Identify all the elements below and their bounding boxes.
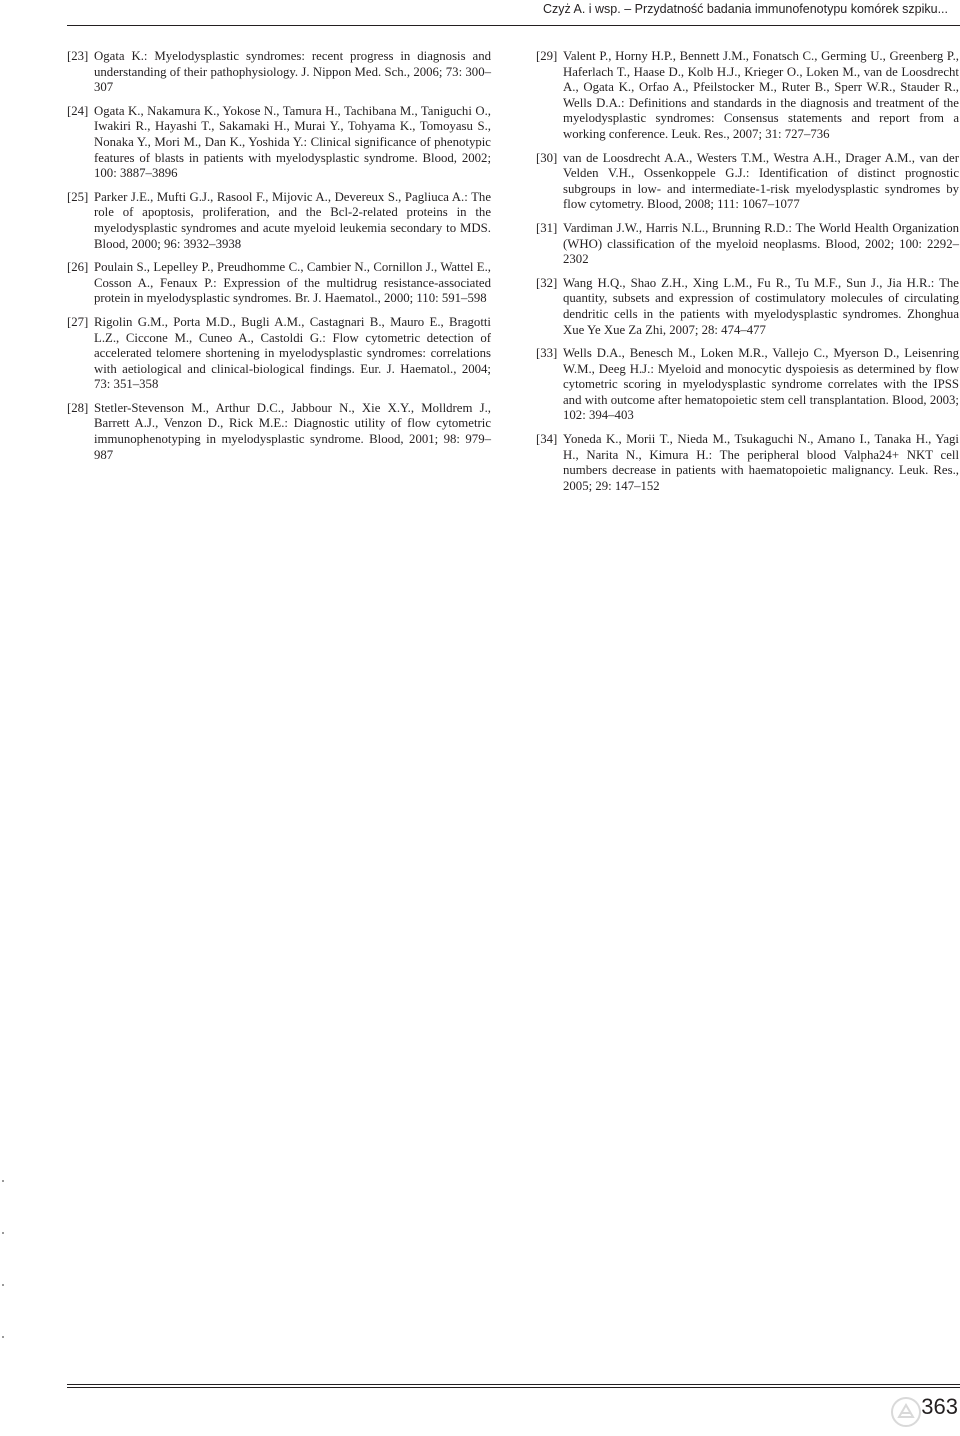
- footer-rule: [67, 1384, 960, 1385]
- reference-text: Yoneda K., Morii T., Nieda M., Tsukaguchi N., Amano I., Tanaka H., Yagi H., Narita N., Kimura H.: The peripheral blood Valpha24+ NKT cell numbers decrease in patients with haematopoietic malignancy. Leuk. Res., 2005; 29: 147–152: [563, 432, 959, 493]
- reference-number: [23]: [67, 49, 89, 63]
- reference-number: [28]: [67, 400, 89, 415]
- reference-number: [24]: [67, 103, 89, 118]
- reference-text: Wells D.A., Benesch M., Loken M.R., Vallejo C., Myerson D., Leisenring W.M., Deeg H.J.: Myeloid and monocytic dyspoiesis as determined by flow cytometric scoring in myelodysplastic syndrome correlates with the IPSS and with outcome after hematopoietic stem cell transplantation. Blood, 2003; 102: 394–403: [563, 346, 959, 423]
- footer-rule: [67, 1387, 960, 1388]
- reference-item: [67, 315, 491, 393]
- margin-dot: [2, 1336, 4, 1338]
- reference-item: [536, 346, 959, 424]
- reference-text: Rigolin G.M., Porta M.D., Bugli A.M., Castagnari B., Mauro E., Bragotti L.Z., Ciccone M., Cuneo A., Castoldi G.: Flow cytometric detection of accelerated telomere shortening in myelodysplastic syndromes: correlations with aetiological and clinical-biological findings. Eur. J. Haematol., 2004; 73: 351–358: [94, 314, 491, 392]
- reference-text: Poulain S., Lepelley P., Preudhomme C., Cambier N., Cornillon J., Wattel E., Cosson A., Fenaux P.: Expression of the multidrug resistance-associated protein in myelodysplastic syndromes. Br. J. Haematol., 2000; 110: 591–598: [94, 260, 491, 306]
- references-column-left: [67, 49, 491, 471]
- references-column-right: [536, 49, 959, 502]
- margin-dot: [2, 1180, 4, 1182]
- reference-text: Valent P., Horny H.P., Bennett J.M., Fonatsch C., Germing U., Greenberg P., Haferlach T., Haase D., Kolb H.J., Krieger O., Loken M., van de Loosdrecht A., Ogata K., Orfao A., Pfeilstocker M., Ruter B., Sperr W.R., Stauder R., Wells D.A.: Definitions and standards in the diagnosis and treatment of the myelodysplastic syndromes: Consensus statements and report from a working conference. Leuk. Res., 2007; 31: 727–736: [563, 49, 959, 141]
- reference-item: [67, 260, 491, 307]
- reference-text: Parker J.E., Mufti G.J., Rasool F., Mijovic A., Devereux S., Pagliuca A.: The role of apoptosis, proliferation, and the Bcl-2-related proteins in the myelodysplastic syndromes and acute myeloid leukemia secondary to MDS. Blood, 2000; 96: 3932–3938: [94, 189, 491, 251]
- reference-number: [29]: [536, 49, 558, 63]
- reference-item: [67, 49, 491, 96]
- margin-dot: [2, 1232, 4, 1234]
- reference-item: [536, 221, 959, 268]
- reference-item: [67, 190, 491, 252]
- reference-text: van de Loosdrecht A.A., Westers T.M., Westra A.H., Drager A.M., van der Velden V.H., Ossenkoppele G.J.: Identification of distinct prognostic subgroups in low- and intermediate-1-risk myelodysplastic syndromes by flow cytometry. Blood, 2008; 111: 1067–1077: [563, 150, 959, 212]
- reference-text: Vardiman J.W., Harris N.L., Brunning R.D.: The World Health Organization (WHO) classification of the myeloid neoplasms. Blood, 2002; 100: 2292–2302: [563, 220, 959, 267]
- reference-item: [67, 104, 491, 182]
- page-number: 363: [921, 1394, 958, 1419]
- reference-number: [31]: [536, 220, 558, 235]
- reference-item: [67, 401, 491, 463]
- reference-number: [25]: [67, 189, 89, 204]
- reference-item: [536, 151, 959, 213]
- reference-item: [536, 432, 959, 494]
- reference-item: [536, 49, 959, 143]
- margin-dot: [2, 1284, 4, 1286]
- reference-item: [536, 276, 959, 338]
- publisher-logo-icon: [890, 1396, 922, 1428]
- reference-number: [34]: [536, 432, 558, 447]
- header-rule: [67, 25, 960, 26]
- reference-number: [26]: [67, 260, 89, 275]
- reference-number: [27]: [67, 314, 89, 329]
- reference-number: [33]: [536, 346, 558, 361]
- reference-text: Stetler-Stevenson M., Arthur D.C., Jabbour N., Xie X.Y., Molldrem J., Barrett A.J., Venzon D., Rick M.E.: Diagnostic utility of flow cytometric immunophenotyping in myelodysplastic syndrome. Blood, 2001; 98: 979–987: [94, 400, 491, 462]
- reference-number: [30]: [536, 150, 558, 165]
- reference-number: [32]: [536, 275, 558, 290]
- reference-text: Ogata K.: Myelodysplastic syndromes: recent progress in diagnosis and understanding of their pathophysiology. J. Nippon Med. Sch., 2006; 73: 300–307: [94, 49, 491, 95]
- running-title: Czyż A. i wsp. – Przydatność badania immunofenotypu komórek szpiku...: [542, 2, 948, 16]
- reference-text: Wang H.Q., Shao Z.H., Xing L.M., Fu R., Tu M.F., Sun J., Jia H.R.: The quantity, subsets and expression of costimulatory molecules of circulating dendritic cells in the patients with myelodysplastic syndromes. Zhonghua Xue Ye Xue Za Zhi, 2007; 28: 474–477: [563, 275, 959, 337]
- reference-text: Ogata K., Nakamura K., Yokose N., Tamura H., Tachibana M., Taniguchi O., Iwakiri R., Hayashi T., Sakamaki H., Murai Y., Tohyama K., Tomoyasu S., Nonaka Y., Mori M., Dan K., Yoshida Y.: Clinical significance of phenotypic features of blasts in patients with myelodysplastic syndrome. Blood, 2002; 100: 3887–3896: [94, 103, 491, 181]
